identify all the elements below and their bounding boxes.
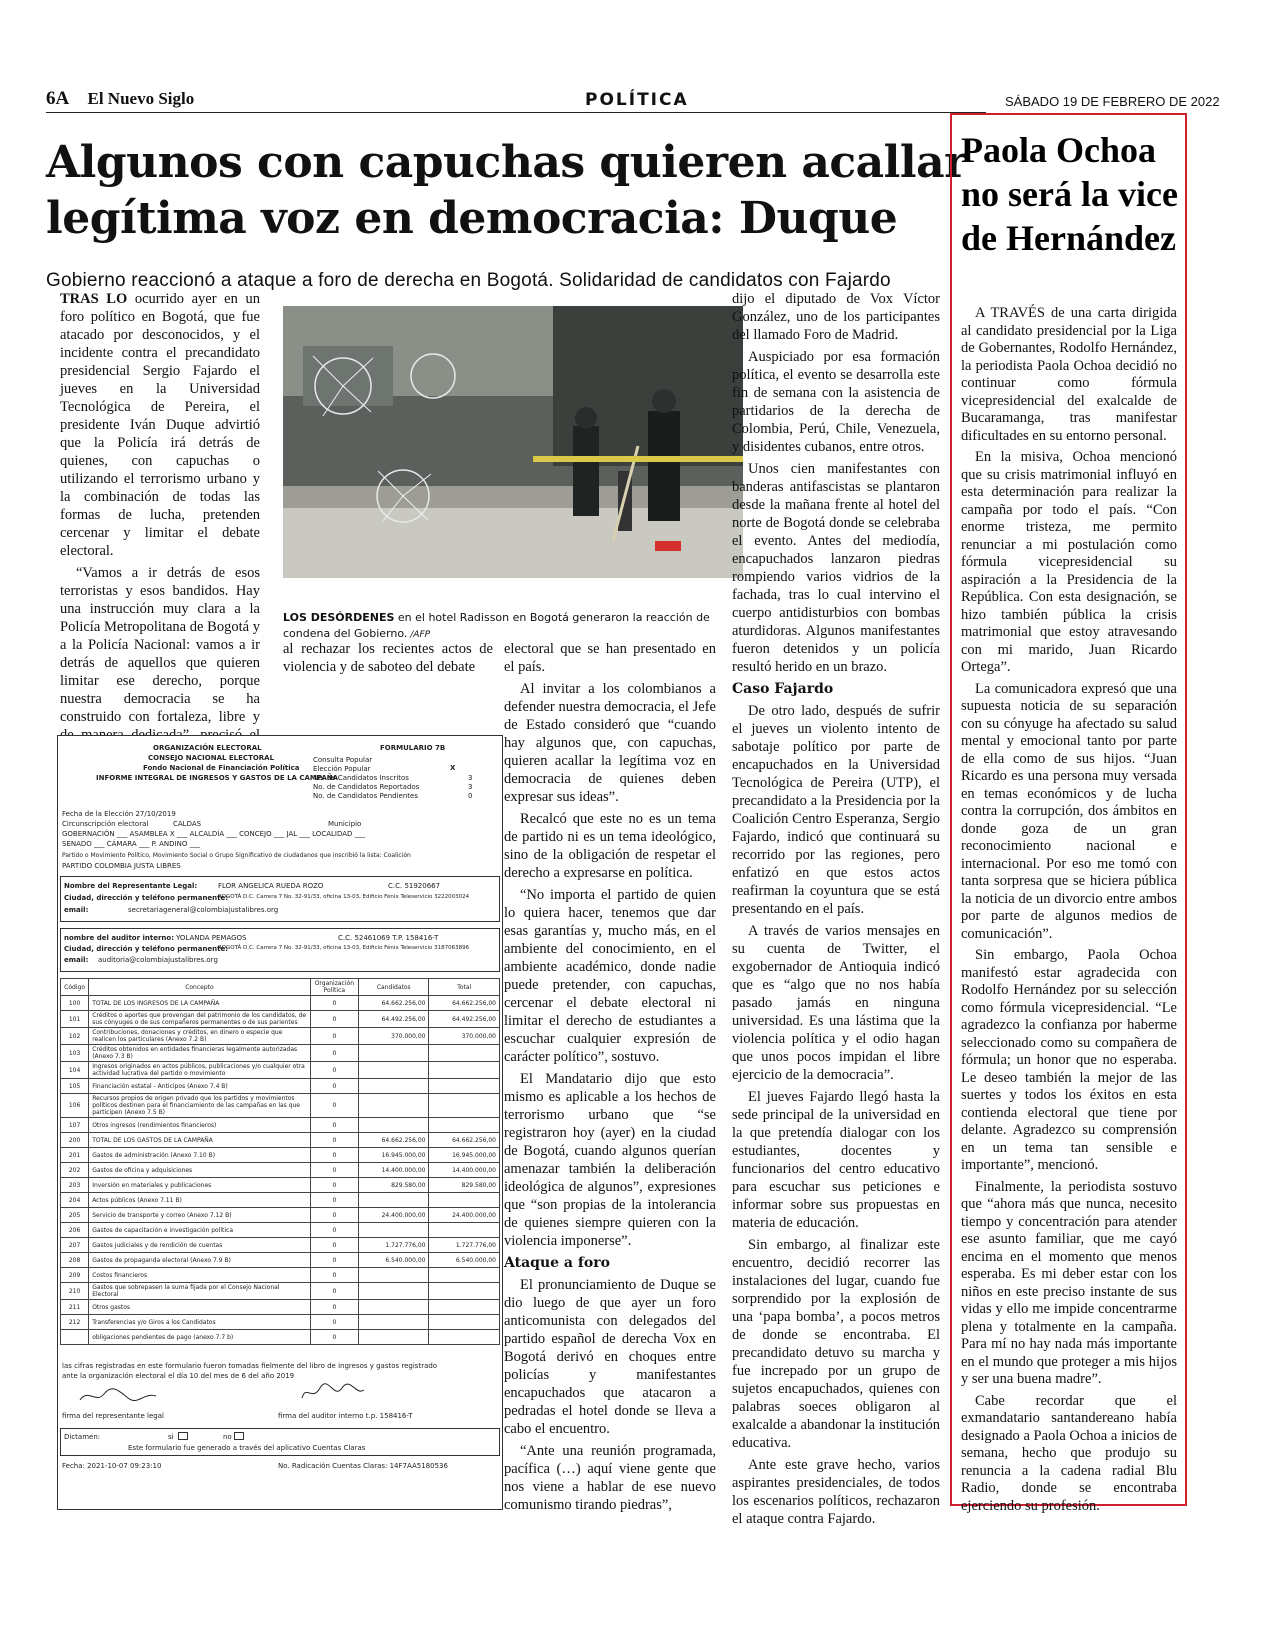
article-column-2 <box>283 640 493 676</box>
paragraph: El pronunciamiento de Duque se dio luego de que ayer un foro anticomunista con delegados del partido español de derecha Vox en Bogotá derivó en choques entre policías y manifestantes encapuchados que atacaron a pedradas el hotel donde se lleva a cabo el encuentro. <box>504 1277 716 1437</box>
table-cell: 200 <box>61 1133 89 1148</box>
table-cell: 0 <box>310 1238 358 1253</box>
table-cell: 1.727.776,00 <box>429 1238 500 1253</box>
photo-illustration <box>283 306 743 578</box>
table-row <box>61 1163 500 1178</box>
table-cell <box>429 1094 500 1118</box>
table-cell: 201 <box>61 1148 89 1163</box>
sidebar-body <box>961 305 1177 1515</box>
table-cell <box>429 1268 500 1283</box>
table-cell: 0 <box>310 1148 358 1163</box>
table-cell: 0 <box>310 1330 358 1345</box>
sidebar-title: Paola Ochoa no será la vice de Hernández <box>961 130 1178 258</box>
sidebar-paragraph: La comunicadora expresó que una supuesta noticia de su separación con su cónyuge ha afectado su salud mental y emocional tanto por parte de ella como de sus hijos. “Juan Ricardo es una persona muy versada en temas económicos y de lucha contra la corrupción, dos ámbitos en donde goza de un gran reconocimiento nacional e internacional. Por eso me tomó con tanta sorpresa que se hiciera pública la noticia de un divorcio entre ambos por parte de algunos medios de comunicación”. <box>961 680 1177 942</box>
form-email-label: email: <box>64 906 89 914</box>
table-cell: TOTAL DE LOS GASTOS DE LA CAMPAÑA <box>89 1133 311 1148</box>
table-cell: 0 <box>310 1178 358 1193</box>
form-opt-4: No. de Candidatos Reportados <box>313 783 420 791</box>
table-cell <box>429 1118 500 1133</box>
sidebar-paragraph: Finalmente, la periodista sostuvo que “ahora más que nunca, necesito tiempo y concentración para atender ese asunto familiar, que me cayó encima en el momento que menos esperaba. Es mi deber estar con los niños en este preciso instante de sus vidas y ello me impide concentrarme plena y totalmente en la campaña. Para mí no hay nada más importante en el mundo que proteger a mis hijos y ser una buena madre”. <box>961 1178 1177 1387</box>
table-cell: Financiación estatal - Anticipos (Anexo 7.4 B) <box>89 1079 311 1094</box>
form-aud-cc: C.C. 52461069 T.P. 158416-T <box>338 934 439 942</box>
table-header-cell: Organización Política <box>310 979 358 996</box>
caption-lead: LOS DESÓRDENES <box>283 611 395 624</box>
table-cell: 210 <box>61 1283 89 1300</box>
table-cell: 0 <box>310 1133 358 1148</box>
form-circ-label: Circunscripción electoral <box>62 820 149 828</box>
paragraph: Unos cien manifestantes con banderas antifascistas se plantaron desde la mañana frente al hotel del norte de Bogotá donde se celebraba el evento. Antes del mediodía, encapuchados lanzaron piedras rompiendo varios vidrios de la fachada, tras lo cual intervino el cuerpo antidisturbios con bombas aturdidoras. Algunos manifestantes fueron detenidos y un policía resultó herido en un brazo. <box>732 461 940 675</box>
table-cell <box>359 1283 429 1300</box>
table-header-cell: Total <box>429 979 500 996</box>
table-cell: Gastos que sobrepasen la suma fijada por el Consejo Nacional Electoral <box>89 1283 311 1300</box>
table-row <box>61 1223 500 1238</box>
table-cell: 203 <box>61 1178 89 1193</box>
form-email: secretariageneral@colombiajustalibres.org <box>128 906 279 914</box>
news-photo <box>283 306 743 578</box>
table-cell: Recursos propios de origen privado que los partidos y movimientos políticos destinen para el financiamiento de las campañas en las que participen (Anexo 7.5 B) <box>89 1094 311 1118</box>
form-circ-value: CALDAS <box>173 820 202 828</box>
paragraph: “No importa el partido de quien lo quiera hacer, tenemos que dar esas garantías y, mucho más, en el ambiente del conocimiento, en el ambiente académico, donde nadie puede pretender, con capuchas, cercenar el debate electoral ni limitar el derecho de estudiantes a escuchar cualquier expresión de carácter político”, sostuvo. <box>504 887 716 1065</box>
table-cell: 14.400.000,00 <box>359 1163 429 1178</box>
table-cell: Inversión en materiales y publicaciones <box>89 1178 311 1193</box>
table-cell: 0 <box>310 1118 358 1133</box>
table-cell: 1.727.776,00 <box>359 1238 429 1253</box>
table-cell: 101 <box>61 1011 89 1028</box>
table-cell <box>429 1193 500 1208</box>
form-aud-dir: BOGOTÁ D.C. Carrera 7 No. 32-91/33, oficina 13-03, Edificio Fénix Teleservicio 3187063896 <box>218 945 470 951</box>
checkbox-no <box>234 1432 244 1440</box>
section-subheading: Caso Fajardo <box>732 681 834 697</box>
sidebar-paragraph: A TRAVÉS de una carta dirigida al candidato presidencial por la Liga de Gobernantes, Rodolfo Hernández, la periodista Paola Ochoa decidió no continuar como fórmula vicepresidencial del exalcalde de Bucaramanga, tras manifestar dificultades en su entorno personal. <box>961 305 1177 444</box>
form-opt-5: No. de Candidatos Pendientes <box>313 792 418 800</box>
article-column-4 <box>732 290 940 1528</box>
table-cell: 0 <box>310 1028 358 1045</box>
caption-credit: /AFP <box>407 630 431 640</box>
paragraph: El Mandatario dijo que esto mismo es aplicable a los hechos de terrorismo urbano que “se registraron hoy (ayer) en la ciudad de Bogotá, cuando algunos querían amenazar también la deliberación ideológica de algunos”, expresiones que “son propias de la intolerancia de quienes siempre quieren con la violencia imponerse”. <box>504 1071 716 1249</box>
table-cell <box>359 1268 429 1283</box>
form-org-3: Fondo Nacional de Financiación Política <box>143 764 300 772</box>
table-cell: 829.580,00 <box>359 1178 429 1193</box>
table-cell: 0 <box>310 1062 358 1079</box>
table-cell: 0 <box>310 1223 358 1238</box>
table-cell: 64.492.256,00 <box>429 1011 500 1028</box>
caption-text: en el hotel Radisson en Bogotá generaron la reacción de condena del Gobierno. <box>283 611 710 640</box>
table-cell: 14.400.000,00 <box>429 1163 500 1178</box>
form-rep-label: Nombre del Representante Legal: <box>64 882 198 890</box>
photo-caption <box>283 610 743 643</box>
table-cell: 0 <box>310 1283 358 1300</box>
form-dictamen: Dictamen: <box>64 1433 101 1441</box>
table-cell: 0 <box>310 1208 358 1223</box>
form-aud-email-label: email: <box>64 956 89 964</box>
table-cell <box>359 1193 429 1208</box>
table-cell: 64.662.256,00 <box>359 996 429 1011</box>
paragraph: Auspiciado por esa formación política, el evento se desarrolla este fin de semana con la asistencia de partidarios de la derecha de Colombia, Perú, Chile, Venezuela, y disidentes cubanos, entre otros. <box>732 349 940 455</box>
table-cell: 16.945.000,00 <box>359 1148 429 1163</box>
paragraph: dijo el diputado de Vox Víctor González, uno de los participantes del llamado Foro de Madrid. <box>732 291 940 343</box>
table-row <box>61 1300 500 1315</box>
table-cell <box>429 1330 500 1345</box>
page-number: 6A <box>46 88 70 109</box>
form-radicacion: No. Radicación Cuentas Claras: 14F7AA5180536 <box>278 1462 448 1470</box>
table-cell: 202 <box>61 1163 89 1178</box>
table-cell: Gastos de capacitación e investigación política <box>89 1223 311 1238</box>
table-cell: 212 <box>61 1315 89 1330</box>
table-cell: 0 <box>310 1253 358 1268</box>
table-cell: 64.492.256,00 <box>359 1011 429 1028</box>
table-row <box>61 1208 500 1223</box>
paragraph: Sin embargo, al finalizar este encuentro, decidió recorrer las instalaciones del lugar, cuando fue sorprendido por la explosión de una ‘papa bomba’, a pocos metros de donde se encontraba. El precandidato detuvo su marcha y fue increpado por un grupo de sujetos encapuchados, quienes con palabras soeces obligaron al exalcalde a abandonar la institución educativa. <box>732 1237 940 1451</box>
form-org-2: CONSEJO NACIONAL ELECTORAL <box>148 754 275 762</box>
page-header-left <box>46 88 194 110</box>
paragraph: El jueves Fajardo llegó hasta la sede principal de la universidad en la que pretendía dialogar con los estudiantes, docentes y funcionarios del centro educativo para escuchar sus peticiones e informar sobre sus propuestas en materia de educación. <box>732 1089 940 1231</box>
section-subheading: Ataque a foro <box>504 1255 610 1271</box>
table-cell: 205 <box>61 1208 89 1223</box>
table-cell: 208 <box>61 1253 89 1268</box>
paragraph: De otro lado, después de sufrir el jueves un violento intento de sabotaje político por parte de encapuchados en la Universidad Tecnológica de Pereira (UTP), el precandidato a la Presidencia por la Coalición Centro Esperanza, Sergio Fajardo, indicó que continuará su recorrido por las regiones, pero enfatizó en que estos actos reafirman la coyuntura que se está presentando en el país. <box>732 703 940 917</box>
table-cell: 104 <box>61 1062 89 1079</box>
table-cell: Costos financieros <box>89 1268 311 1283</box>
sidebar-paragraph: Cabe recordar que el exmandatario santandereano había designado a Paola Ochoa a inicios de semana, hecho que produjo su renuncia a la cadena radial Blu Radio, donde se encontraba ejerciendo su profesión. <box>961 1392 1177 1514</box>
form-dir-label: Ciudad, dirección y teléfono permanente: <box>64 894 229 902</box>
form-reportados: 3 <box>468 783 473 791</box>
paragraph: “Ante una reunión programada, pacífica (…) aquí viene gente que nos viene a hablar de ese nuevo comunismo tirando piedras”, <box>504 1443 716 1513</box>
table-row <box>61 1118 500 1133</box>
table-cell <box>359 1118 429 1133</box>
paragraph: Al invitar a los colombianos a defender nuestra democracia, el Jefe de Estado consideró que “cuando hay algunos que, con capuchas, quieren acallar la legítima voz en democracia de quienes deben expresar sus ideas”. <box>504 681 716 805</box>
table-cell: 0 <box>310 996 358 1011</box>
sidebar-paragraph: Sin embargo, Paola Ochoa manifestó estar agradecida con Rodolfo Hernández por su selección como fórmula vicepresidencial. “Le agradezco la confianza por haberme seleccionado como su compañera de fórmula; un honor que no esperaba. Le deseo también la mejor de las suertes y todos los éxitos en esta contienda electoral que tiene por delante. Agradezco su comprensión en un tema tan sensible e importante”, mencionó. <box>961 947 1177 1173</box>
table-cell <box>429 1079 500 1094</box>
table-row <box>61 1330 500 1345</box>
form-opt-3: No. de Candidatos Inscritos <box>313 774 409 782</box>
table-cell <box>429 1045 500 1062</box>
table-cell <box>359 1045 429 1062</box>
form-rep-name: FLOR ANGELICA RUEDA ROZO <box>218 882 324 890</box>
table-cell: 24.400.000,00 <box>429 1208 500 1223</box>
signature-auditor <box>298 1382 368 1404</box>
table-row <box>61 1011 500 1028</box>
table-cell: Créditos o aportes que provengan del patrimonio de los candidatos, de sus cónyuges o de sus compañeros permanentes o de sus parientes <box>89 1011 311 1028</box>
form-line-1: GOBERNACIÓN ___ ASAMBLEA X ___ ALCALDÍA ___ CONCEJO ___ JAL ___ LOCALIDAD ___ <box>62 830 366 838</box>
table-cell: Ingresos originados en actos públicos, publicaciones y/o cualquier otra actividad lucrativa del partido o movimiento <box>89 1062 311 1079</box>
article-column-3 <box>504 640 716 1514</box>
form-rep-cc: C.C. 51920667 <box>388 882 441 890</box>
table-row <box>61 996 500 1011</box>
table-row <box>61 1315 500 1330</box>
table-cell: 16.945.000,00 <box>429 1148 500 1163</box>
form-fecha-gen: Fecha: 2021-10-07 09:23:10 <box>62 1462 162 1470</box>
table-cell: 64.662.256,00 <box>359 1133 429 1148</box>
form-si: si <box>168 1433 174 1441</box>
form-fecha: Fecha de la Elección 27/10/2019 <box>62 810 176 818</box>
table-cell: 105 <box>61 1079 89 1094</box>
article-column-1 <box>60 290 260 762</box>
form-footer-2: ante la organización electoral el día 10 del mes de 6 del año 2019 <box>62 1372 295 1380</box>
form-footer-1: las cifras registradas en este formulario fueron tomadas fielmente del libro de ingresos y gastos registrado <box>62 1362 438 1370</box>
table-cell <box>429 1223 500 1238</box>
table-cell: Créditos obtenidos en entidades financieras legalmente autorizadas (Anexo 7.3 B) <box>89 1045 311 1062</box>
table-cell: 100 <box>61 996 89 1011</box>
table-cell: 0 <box>310 1011 358 1028</box>
table-cell: 64.662.256,00 <box>429 996 500 1011</box>
paragraph: electoral que se han presentado en el país. <box>504 641 716 675</box>
lead-in: TRAS LO <box>60 291 128 307</box>
table-cell <box>429 1062 500 1079</box>
table-cell: 0 <box>310 1193 358 1208</box>
table-header-cell: Candidatos <box>359 979 429 996</box>
table-cell: 829.580,00 <box>429 1178 500 1193</box>
form-org-4: INFORME INTEGRAL DE INGRESOS Y GASTOS DE LA CAMPAÑA <box>96 774 339 782</box>
table-cell <box>359 1094 429 1118</box>
form-aud-dir-label: Ciudad, dirección y teléfono permanente: <box>64 945 229 953</box>
form-table <box>60 978 500 1345</box>
table-cell <box>429 1315 500 1330</box>
table-row <box>61 1062 500 1079</box>
table-cell: 370.000,00 <box>359 1028 429 1045</box>
table-cell: 6.540.000,00 <box>359 1253 429 1268</box>
table-cell: Gastos de propaganda electoral (Anexo 7.9 B) <box>89 1253 311 1268</box>
form-mark: X <box>450 764 456 772</box>
table-cell: 64.662.256,00 <box>429 1133 500 1148</box>
table-cell: Servicio de transporte y correo (Anexo 7.12 B) <box>89 1208 311 1223</box>
paragraph: Recalcó que este no es un tema de partido ni es un tema ideológico, sino de la obligación de respetar el derecho a expresarse en política. <box>504 811 716 881</box>
form-generated: Este formulario fue generado a través del aplicativo Cuentas Claras <box>128 1444 366 1452</box>
table-cell: 206 <box>61 1223 89 1238</box>
form-pendientes: 0 <box>468 792 473 800</box>
form-dir: BOGOTÁ D.C. Carrera 7 No. 32-91/33, oficina 13-03, Edificio Fénix Teleservicio 3222003024 <box>218 894 470 900</box>
table-cell: 0 <box>310 1315 358 1330</box>
table-cell: 107 <box>61 1118 89 1133</box>
header-rule <box>46 112 986 113</box>
table-header-cell: Concepto <box>89 979 311 996</box>
paragraph: ocurrido ayer en un foro político en Bogotá, que fue atacado por desconocidos, y el incidente contra el precandidato presidencial Sergio Fajardo el jueves en la Universidad Tecnológica de Pereira, el presidente Iván Duque advirtió que la Policía irá detrás de quienes, con capuchas o utilizando el terrorismo urbano y la combinación de todas las formas de lucha, pretenden cercenar y limitar el debate electoral. <box>60 291 260 559</box>
table-row <box>61 1238 500 1253</box>
issue-date: SÁBADO 19 DE FEBRERO DE 2022 <box>1005 94 1220 109</box>
newspaper-name: El Nuevo Siglo <box>87 89 195 108</box>
headline: Algunos con capuchas quieren acallar legítima voz en democracia: Duque <box>46 137 967 244</box>
form-no: no <box>223 1433 232 1441</box>
table-cell: 211 <box>61 1300 89 1315</box>
table-row <box>61 1079 500 1094</box>
table-cell <box>359 1300 429 1315</box>
table-cell <box>359 1079 429 1094</box>
table-row <box>61 1178 500 1193</box>
form-partido-label: Partido o Movimiento Político, Movimiento Social o Grupo Significativo de ciudadanos que inscribió la lista: Coalición <box>62 852 411 859</box>
table-row <box>61 1253 500 1268</box>
section-name: POLÍTICA <box>585 90 689 110</box>
form-inscritos: 3 <box>468 774 473 782</box>
table-cell: 0 <box>310 1079 358 1094</box>
form-aud-label: nombre del auditor interno: <box>64 934 175 942</box>
table-cell: 0 <box>310 1045 358 1062</box>
table-row <box>61 1094 500 1118</box>
paragraph: al rechazar los recientes actos de violencia y de saboteo del debate <box>283 641 493 675</box>
table-cell: Otros ingresos (rendimientos financieros) <box>89 1118 311 1133</box>
form-opt-2: Elección Popular <box>313 765 371 773</box>
table-cell <box>429 1283 500 1300</box>
table-cell: 106 <box>61 1094 89 1118</box>
table-header-cell: Código <box>61 979 89 996</box>
table-cell: 103 <box>61 1045 89 1062</box>
paragraph: A través de varios mensajes en su cuenta de Twitter, el exgobernador de Antioquia indicó que es “algo que no nos había pasado jamás en ninguna universidad. Es una lástima que la violencia política y el odio hagan que unos pocos impidan el libre ejercicio de la democracia”. <box>732 923 940 1083</box>
table-cell <box>359 1315 429 1330</box>
table-cell: 6.540.000,00 <box>429 1253 500 1268</box>
table-cell: 204 <box>61 1193 89 1208</box>
form-opt-1: Consulta Popular <box>313 756 373 764</box>
table-cell: Transferencias y/o Giros a los Candidatos <box>89 1315 311 1330</box>
electoral-form <box>57 735 503 1510</box>
table-cell: Gastos de oficina y adquisiciones <box>89 1163 311 1178</box>
form-table-header <box>61 979 500 996</box>
form-partido: PARTIDO COLOMBIA JUSTA LIBRES <box>62 862 181 870</box>
table-cell: Contribuciones, donaciones y créditos, en dinero o especie que realicen los particulares (Anexo 7.2 B) <box>89 1028 311 1045</box>
table-row <box>61 1283 500 1300</box>
table-cell <box>429 1300 500 1315</box>
paragraph: “Vamos a ir detrás de esos terroristas y esos bandidos. Hay una instrucción muy clara a la Policía Metropolitana de Bogotá y a la Policía Nacional: vamos a ir detrás de aquellos que quieren limitar ese derecho, porque nuestra democracia se ha construido con fortaleza, libre y <box>60 565 260 725</box>
table-cell: 102 <box>61 1028 89 1045</box>
table-cell: 0 <box>310 1268 358 1283</box>
table-cell: obligaciones pendientes de pago (anexo 7.7 b) <box>89 1330 311 1345</box>
form-firma-aud: firma del auditor interno t.p. 158416-T <box>278 1412 413 1420</box>
checkbox-si <box>178 1432 188 1440</box>
table-cell <box>61 1330 89 1345</box>
table-cell: Gastos de administración (Anexo 7.10 B) <box>89 1148 311 1163</box>
form-municipio: Municipio <box>328 820 362 828</box>
table-row <box>61 1045 500 1062</box>
table-cell: 0 <box>310 1300 358 1315</box>
table-row <box>61 1028 500 1045</box>
table-cell: 0 <box>310 1163 358 1178</box>
table-row <box>61 1133 500 1148</box>
table-row <box>61 1268 500 1283</box>
table-cell <box>359 1062 429 1079</box>
subheadline: Gobierno reaccionó a ataque a foro de derecha en Bogotá. Solidaridad de candidatos con Fajardo <box>46 270 891 291</box>
form-firma-rep: firma del representante legal <box>62 1412 164 1420</box>
table-cell: 207 <box>61 1238 89 1253</box>
table-row <box>61 1148 500 1163</box>
table-cell: 0 <box>310 1094 358 1118</box>
paragraph: Ante este grave hecho, varios aspirantes presidenciales, de todos los escenarios políticos, rechazaron el ataque contra Fajardo. <box>732 1457 940 1527</box>
table-cell: TOTAL DE LOS INGRESOS DE LA CAMPAÑA <box>89 996 311 1011</box>
table-cell <box>359 1330 429 1345</box>
form-line-2: SENADO ___ CÁMARA ___ P. ANDINO ___ <box>62 840 201 848</box>
form-org-1: ORGANIZACIÓN ELECTORAL <box>153 744 262 752</box>
table-cell <box>359 1223 429 1238</box>
form-aud-email: auditoria@colombiajustalibres.org <box>98 956 218 964</box>
table-cell: Gastos judiciales y de rendición de cuentas <box>89 1238 311 1253</box>
table-cell: 209 <box>61 1268 89 1283</box>
sidebar-paragraph: En la misiva, Ochoa mencionó que su crisis matrimonial influyó en esta determinación para realizar la campaña por todo el país. “Con enorme tristeza, me permito renunciar a mi postulación como fórmula vicepresidencial su aspiración a la Presidencia de la República. Con esta designación, se hizo también pública la crisis matrimonial que estoy atravesando con mi marido, Juan Ricardo Ortega”. <box>961 449 1177 675</box>
form-aud-name: YOLANDA PEMAGOS <box>176 934 247 942</box>
signature-rep <box>78 1386 158 1406</box>
table-row <box>61 1193 500 1208</box>
table-cell: 370.000,00 <box>429 1028 500 1045</box>
form-number: FORMULARIO 7B <box>380 744 446 752</box>
table-cell: 24.400.000,00 <box>359 1208 429 1223</box>
table-cell: Actos públicos (Anexo 7.11 B) <box>89 1193 311 1208</box>
table-cell: Otros gastos <box>89 1300 311 1315</box>
